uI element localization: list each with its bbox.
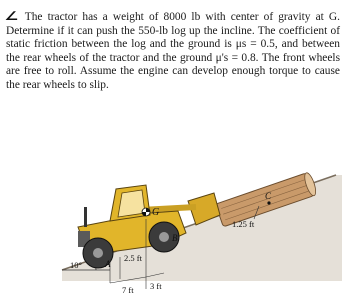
- label-b: B: [172, 233, 178, 243]
- label-dim-7ft: 7 ft: [122, 285, 134, 295]
- label-dim-3ft: 3 ft: [150, 281, 162, 291]
- label-dim-log: 1.25 ft: [232, 219, 255, 229]
- label-a: A: [105, 259, 111, 269]
- front-wheel-hub: [159, 232, 169, 242]
- problem-text: The tractor has a weight of 8000 lb with center of gravity at G. Determine if it can push the 550-lb log up the incline. The coefficient of static friction between the log and the ground is μs = 0.5, and between the rear wheels of the tractor and the ground μ's = 0.8. The front wheels are free to roll. Assume the engine can develop enough torque to cause the rear wheels to slip.: [6, 11, 340, 91]
- tractor-log-figure: [0, 155, 350, 303]
- problem-marker-icon: ∠: [4, 9, 19, 23]
- problem-statement: [6, 10, 340, 92]
- label-g: G: [152, 207, 160, 218]
- tractor-cab-window: [118, 190, 145, 217]
- tractor-exhaust: [84, 207, 87, 227]
- log-center-point: [267, 201, 270, 204]
- label-angle: 10°: [70, 260, 82, 270]
- label-c: C: [265, 191, 272, 201]
- label-dim-a-g: 2.5 ft: [124, 253, 142, 263]
- rear-wheel-hub: [93, 248, 103, 258]
